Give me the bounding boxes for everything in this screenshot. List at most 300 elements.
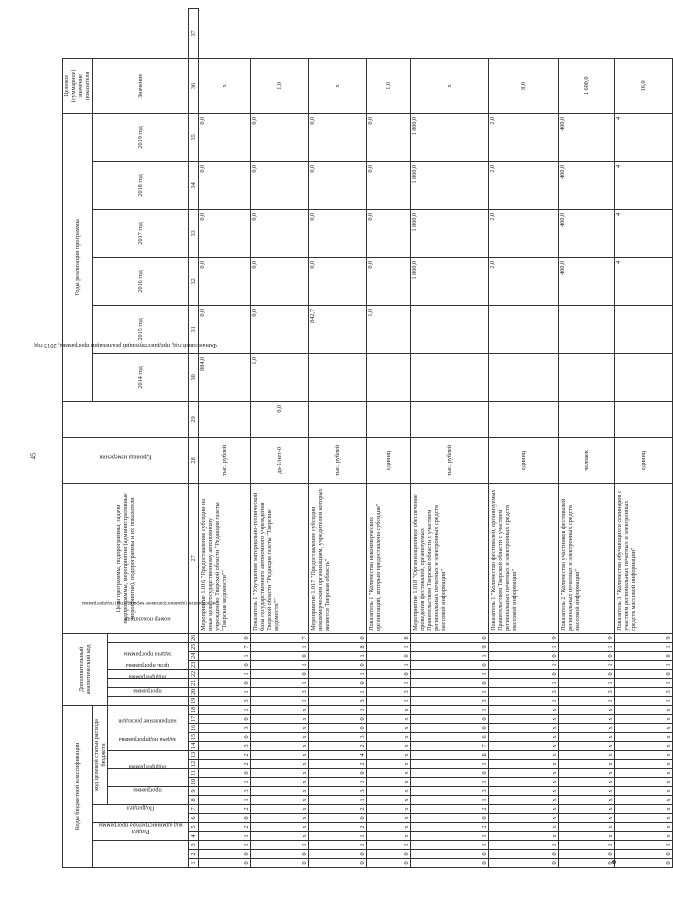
column-index: 12: [189, 760, 197, 767]
code-cell: 0: [366, 859, 410, 868]
code-cell: 0: [198, 633, 250, 642]
code-cell: 3: [308, 696, 366, 705]
code-cell: 0: [308, 660, 366, 669]
code-cell: 1: [614, 660, 672, 669]
code-cell: х: [250, 724, 308, 733]
code-cell: 0: [308, 859, 366, 868]
column-index: 4: [188, 832, 198, 841]
row-base-year: [410, 401, 488, 437]
code-cell: 0: [250, 859, 308, 868]
header-year-5: 2018 год: [92, 161, 188, 209]
column-index-row: [188, 9, 198, 868]
code-cell: х: [250, 778, 308, 787]
row-year-value: 1 800,0: [410, 209, 488, 257]
code-cell: х: [558, 751, 614, 760]
header-subsection: Подраздел: [92, 805, 188, 823]
row-year-value: 884,0: [198, 353, 250, 401]
column-index: 23: [189, 661, 197, 668]
column-index: 33: [188, 209, 198, 257]
code-cell: х: [250, 733, 308, 742]
code-cell: 0: [198, 715, 250, 724]
row-unit: тыс. рублей: [198, 437, 250, 483]
code-cell: 1: [250, 696, 308, 705]
code-cell: х: [558, 769, 614, 778]
code-cell: х: [558, 705, 614, 714]
code-cell: 1: [558, 696, 614, 705]
code-cell: 8: [366, 633, 410, 642]
row-year-value: 400,0: [558, 257, 614, 305]
code-cell: 0: [488, 651, 558, 660]
row-year-value: 2,0: [488, 209, 558, 257]
code-cell: х: [558, 823, 614, 832]
code-cell: х: [614, 760, 672, 769]
code-cell: х: [614, 805, 672, 814]
code-cell: х: [366, 778, 410, 787]
row-year-value: 4: [614, 257, 672, 305]
code-cell: 1: [308, 796, 366, 805]
row-description: Показатель 1 "Улучшение материально-технической базы государственного автономного учреждения Тверской области "Редакция газеты "Тверские ведомости"": [250, 483, 308, 633]
code-cell: х: [614, 742, 672, 751]
column-index: 1: [188, 859, 198, 868]
row-year-value: 0,0: [366, 209, 410, 257]
code-cell: 3: [366, 687, 410, 696]
code-cell: 1: [308, 705, 366, 714]
code-cell: х: [614, 715, 672, 724]
column-index: 18: [189, 706, 197, 713]
code-cell: 0: [558, 651, 614, 660]
code-cell: 1: [198, 687, 250, 696]
row-description: Показатель 1 "Количество фестивалей, организуемых Правительством Тверской области с участием региональных печатных и электронных средств массовой информации": [488, 483, 558, 633]
code-cell: 1: [488, 660, 558, 669]
code-cell: 0: [308, 678, 366, 687]
code-cell: х: [614, 778, 672, 787]
row-unit: человек: [558, 437, 614, 483]
header-subprogram: подпрограмма: [107, 769, 188, 787]
code-cell: х: [250, 751, 308, 760]
code-cell: 4: [308, 751, 366, 760]
code-cell: 0: [308, 724, 366, 733]
code-cell: х: [488, 742, 558, 751]
header-year-6: 2019 год: [92, 113, 188, 161]
header-expense-direction: направление расходов: [107, 705, 188, 750]
code-cell: 1: [308, 669, 366, 678]
row-year-value: 1 800,0: [410, 161, 488, 209]
header-add-activity: мероприятие (административное мероприятие) подпрограммы: [107, 642, 188, 669]
code-cell: 2: [198, 805, 250, 814]
row-year-value: 0,0: [250, 161, 308, 209]
code-cell: 0: [410, 859, 488, 868]
code-cell: 1: [614, 642, 672, 651]
code-cell: 9: [410, 642, 488, 651]
row-year-value: 1 800,0: [410, 113, 488, 161]
row-year-value: 0,0: [250, 113, 308, 161]
row-year-value: 0,0: [366, 161, 410, 209]
column-index: 2: [188, 850, 198, 859]
row-year-value: [614, 353, 672, 401]
table-row: [558, 9, 614, 868]
code-cell: 1: [366, 841, 410, 850]
code-cell: х: [488, 778, 558, 787]
code-cell: 0: [250, 669, 308, 678]
code-cell: 2: [198, 760, 250, 769]
code-cell: 1: [366, 678, 410, 687]
code-cell: 2: [308, 760, 366, 769]
header-add-subprogram: подпрограмма: [107, 687, 188, 696]
code-cell: 0: [308, 769, 366, 778]
header-goals: Цели программы, подпрограммы, задачи подпрограммы, мероприятия (административные мероприятия), подпрограммы и их показатели: [63, 483, 189, 633]
column-index: 5: [188, 823, 198, 832]
code-cell: 1: [410, 705, 488, 714]
row-year-value: 0,0: [198, 161, 250, 209]
column-index: 35: [188, 113, 198, 161]
code-cell: 0: [198, 769, 250, 778]
code-cell: х: [488, 796, 558, 805]
code-cell: 0: [308, 715, 366, 724]
header-program: программа: [107, 787, 188, 805]
code-cell: 3: [614, 687, 672, 696]
column-index: 20: [189, 688, 197, 695]
code-cell: х: [250, 760, 308, 769]
row-unit: да-1/нет-0: [250, 437, 308, 483]
code-cell: 3: [308, 787, 366, 796]
code-cell: 1: [410, 778, 488, 787]
code-cell: 0: [308, 850, 366, 859]
code-cell: 0: [410, 769, 488, 778]
row-base-year: [488, 401, 558, 437]
header-unit: Единица измерения: [63, 437, 189, 483]
row-year-value: 0,0: [308, 257, 366, 305]
code-cell: х: [558, 724, 614, 733]
code-cell: 1: [558, 642, 614, 651]
header-target-article: код целевой статьи расхода бюджета: [92, 705, 107, 804]
column-index: 31: [188, 305, 198, 353]
row-year-value: [558, 305, 614, 353]
code-cell: х: [488, 805, 558, 814]
code-cell: 0: [410, 660, 488, 669]
row-unit: тыс. рублей: [308, 437, 366, 483]
code-cell: х: [366, 751, 410, 760]
row-year-value: 4: [614, 209, 672, 257]
row-year-value: 0,0: [366, 257, 410, 305]
code-cell: х: [558, 760, 614, 769]
row-year-value: 0,0: [198, 257, 250, 305]
code-cell: 3: [198, 696, 250, 705]
code-cell: 2: [308, 742, 366, 751]
row-year-value: 842,7: [308, 305, 366, 353]
row-target-value: 1,0: [366, 58, 410, 113]
header-target-title: Целевое (суммарное) значение показателя: [63, 58, 93, 113]
column-index: 28: [188, 437, 198, 483]
code-cell: 1: [366, 642, 410, 651]
header-admin-code: код администратора программы: [92, 841, 188, 868]
column-index: 9: [188, 787, 198, 796]
row-target-value: 8,0: [488, 58, 558, 113]
code-cell: х: [488, 832, 558, 841]
row-year-value: [488, 305, 558, 353]
row-unit: единиц: [366, 437, 410, 483]
code-cell: х: [558, 832, 614, 841]
code-cell: 1: [614, 841, 672, 850]
code-cell: 8: [308, 642, 366, 651]
code-cell: 1: [410, 651, 488, 660]
code-cell: 9: [488, 633, 558, 642]
code-cell: х: [250, 705, 308, 714]
code-cell: 1: [250, 841, 308, 850]
code-cell: 0: [198, 660, 250, 669]
code-cell: х: [250, 769, 308, 778]
code-cell: 3: [198, 787, 250, 796]
header-add-program: программа: [107, 696, 188, 705]
code-cell: х: [614, 814, 672, 823]
header-fin-year: Финансовый год, предшествующий реализации программы, 2013 год: [63, 401, 189, 437]
code-cell: 1: [614, 678, 672, 687]
code-cell: 1: [308, 841, 366, 850]
code-cell: 2: [308, 805, 366, 814]
code-cell: 1: [198, 669, 250, 678]
code-cell: х: [558, 742, 614, 751]
code-cell: х: [614, 769, 672, 778]
code-cell: х: [250, 814, 308, 823]
code-cell: 0: [614, 850, 672, 859]
row-year-value: 0,0: [250, 257, 308, 305]
code-cell: х: [250, 796, 308, 805]
code-cell: х: [366, 796, 410, 805]
row-target-value: 16,0: [614, 58, 672, 113]
column-index: 37: [188, 9, 198, 59]
code-cell: 0: [250, 850, 308, 859]
column-index: 21: [189, 679, 197, 686]
code-cell: 1: [614, 696, 672, 705]
code-cell: 1: [308, 778, 366, 787]
code-cell: х: [488, 787, 558, 796]
code-cell: х: [614, 705, 672, 714]
code-cell: 0: [410, 715, 488, 724]
row-unit: тыс. рублей: [410, 437, 488, 483]
row-description: Мероприятие 1.018 "Организационное обеспечение проведения фестивалей, организуемых Правительством Тверской области с участием региональных печатных и электронных средств массовой информации": [410, 483, 488, 633]
column-index: 32: [188, 257, 198, 305]
code-cell: х: [558, 715, 614, 724]
code-cell: х: [250, 742, 308, 751]
row-year-value: [410, 353, 488, 401]
column-index: 34: [188, 161, 198, 209]
code-cell: 1: [410, 760, 488, 769]
code-cell: х: [366, 733, 410, 742]
header-value: Значение: [92, 58, 188, 113]
row-year-value: 0,0: [308, 113, 366, 161]
code-cell: 0: [410, 850, 488, 859]
row-unit: единиц: [488, 437, 558, 483]
code-cell: 0: [198, 850, 250, 859]
column-index: 16: [189, 724, 197, 731]
row-target-value: х: [308, 58, 366, 113]
code-cell: х: [366, 787, 410, 796]
code-cell: 6: [410, 733, 488, 742]
code-cell: х: [250, 832, 308, 841]
code-cell: 7: [250, 633, 308, 642]
code-cell: 1: [250, 642, 308, 651]
header-codes-budget: Коды бюджетной классификации: [63, 705, 93, 867]
row-year-value: 0,0: [198, 113, 250, 161]
code-cell: 2: [198, 751, 250, 760]
code-cell: х: [614, 751, 672, 760]
code-cell: 1: [410, 832, 488, 841]
header-years-title: Годы реализации программы: [63, 113, 93, 401]
header-add-goal: цель программы: [107, 678, 188, 687]
column-index: 13: [189, 751, 197, 758]
row-year-value: [308, 353, 366, 401]
code-cell: 1: [198, 778, 250, 787]
code-cell: 3: [198, 742, 250, 751]
row-target-value: 1 600,0: [558, 58, 614, 113]
code-cell: 1: [198, 841, 250, 850]
code-cell: 1: [308, 832, 366, 841]
code-cell: х: [366, 769, 410, 778]
code-cell: 0: [410, 724, 488, 733]
code-cell: 1: [250, 678, 308, 687]
code-cell: 0: [488, 669, 558, 678]
code-cell: 0: [366, 651, 410, 660]
column-index: 29: [188, 401, 198, 437]
column-index: 15: [189, 733, 197, 740]
column-index: 3: [188, 841, 198, 850]
row-base-year: 0,0: [250, 401, 308, 437]
column-index: 19: [189, 697, 197, 704]
row-base-year: [614, 401, 672, 437]
column-index: 8: [188, 796, 198, 805]
code-cell: х: [558, 733, 614, 742]
row-target-value: х: [410, 58, 488, 113]
code-cell: 1: [308, 651, 366, 660]
code-cell: х: [250, 715, 308, 724]
row-year-value: 2,0: [488, 257, 558, 305]
row-description: Мероприятие 1.017 "Предоставление субсидии некоммерческим организациям, учредителем которых является Тверская область": [308, 483, 366, 633]
code-cell: х: [614, 823, 672, 832]
code-cell: 1: [198, 651, 250, 660]
row-year-value: 400,0: [558, 113, 614, 161]
header-additional-code: Дополнительный аналитический код: [63, 633, 108, 705]
table-row: [410, 9, 488, 868]
row-year-value: 4: [614, 113, 672, 161]
row-year-value: [614, 305, 672, 353]
code-cell: х: [614, 787, 672, 796]
code-cell: х: [558, 814, 614, 823]
code-cell: 1: [198, 832, 250, 841]
row-year-value: 2,0: [488, 113, 558, 161]
row-description: Показатель 1 "Количество некоммерческих организаций, которым предоставлена субсидия": [366, 483, 410, 633]
header-subprogram-task: задача подпрограммы: [107, 751, 188, 769]
table-row: [488, 9, 558, 868]
row-year-value: 400,0: [558, 161, 614, 209]
code-cell: 0: [614, 651, 672, 660]
code-cell: 0: [558, 669, 614, 678]
row-year-value: 1 800,0: [410, 257, 488, 305]
row-year-value: 0,0: [198, 305, 250, 353]
code-cell: х: [366, 724, 410, 733]
code-cell: 3: [410, 696, 488, 705]
row-year-value: 1,0: [250, 353, 308, 401]
code-cell: х: [614, 733, 672, 742]
code-cell: х: [488, 814, 558, 823]
code-cell: х: [250, 823, 308, 832]
column-index: 24: [189, 652, 197, 659]
row-base-year: [366, 401, 410, 437]
code-cell: 0: [410, 678, 488, 687]
code-cell: х: [366, 742, 410, 751]
row-year-value: 0,0: [308, 161, 366, 209]
code-cell: х: [488, 715, 558, 724]
row-base-year: [308, 401, 366, 437]
row-base-year: [558, 401, 614, 437]
code-cell: х: [366, 823, 410, 832]
column-index: 10: [189, 778, 197, 785]
code-cell: х: [366, 715, 410, 724]
code-cell: 1: [198, 796, 250, 805]
code-cell: х: [488, 733, 558, 742]
code-cell: 1: [488, 696, 558, 705]
code-cell: 2: [198, 823, 250, 832]
code-cell: х: [366, 805, 410, 814]
program-table: [34, 8, 673, 868]
code-cell: 9: [614, 633, 672, 642]
code-cell: х: [558, 805, 614, 814]
row-year-value: 2,0: [488, 161, 558, 209]
code-cell: 2: [410, 805, 488, 814]
column-index: 11: [189, 770, 197, 776]
row-description: Показатель 3 "Количество обучающихся семинаров с участием региональных печатных и электронных средств массовой информации": [614, 483, 672, 633]
code-cell: 0: [250, 651, 308, 660]
code-cell: х: [366, 832, 410, 841]
code-cell: 3: [250, 687, 308, 696]
code-cell: х: [614, 832, 672, 841]
code-cell: 1: [410, 796, 488, 805]
code-cell: 1: [488, 841, 558, 850]
column-index: 6: [188, 814, 198, 823]
code-cell: 0: [198, 678, 250, 687]
header-year-4: 2017 год: [92, 209, 188, 257]
table-row: [366, 9, 410, 868]
code-cell: 3: [558, 687, 614, 696]
code-cell: х: [488, 705, 558, 714]
code-cell: 7: [198, 642, 250, 651]
code-cell: 0: [308, 814, 366, 823]
code-cell: 0: [558, 850, 614, 859]
code-cell: 1: [558, 678, 614, 687]
code-cell: 0: [558, 859, 614, 868]
code-cell: 0: [308, 633, 366, 642]
code-cell: 0: [366, 669, 410, 678]
code-cell: 3: [488, 687, 558, 696]
row-year-value: [366, 353, 410, 401]
code-cell: 0: [614, 669, 672, 678]
row-year-value: [488, 353, 558, 401]
row-year-value: 0,0: [308, 209, 366, 257]
code-cell: х: [366, 705, 410, 714]
header-year-3: 2016 год: [92, 257, 188, 305]
code-cell: х: [366, 760, 410, 769]
code-cell: 0: [488, 850, 558, 859]
code-cell: 1: [488, 642, 558, 651]
row-year-value: 4: [614, 161, 672, 209]
row-year-value: 0,0: [250, 209, 308, 257]
code-cell: 1: [558, 660, 614, 669]
row-year-value: 1,0: [366, 305, 410, 353]
code-cell: 1: [366, 696, 410, 705]
code-cell: 0: [410, 814, 488, 823]
table-row: [198, 9, 250, 868]
code-cell: х: [366, 814, 410, 823]
code-cell: 1: [366, 660, 410, 669]
row-base-year: [198, 401, 250, 437]
